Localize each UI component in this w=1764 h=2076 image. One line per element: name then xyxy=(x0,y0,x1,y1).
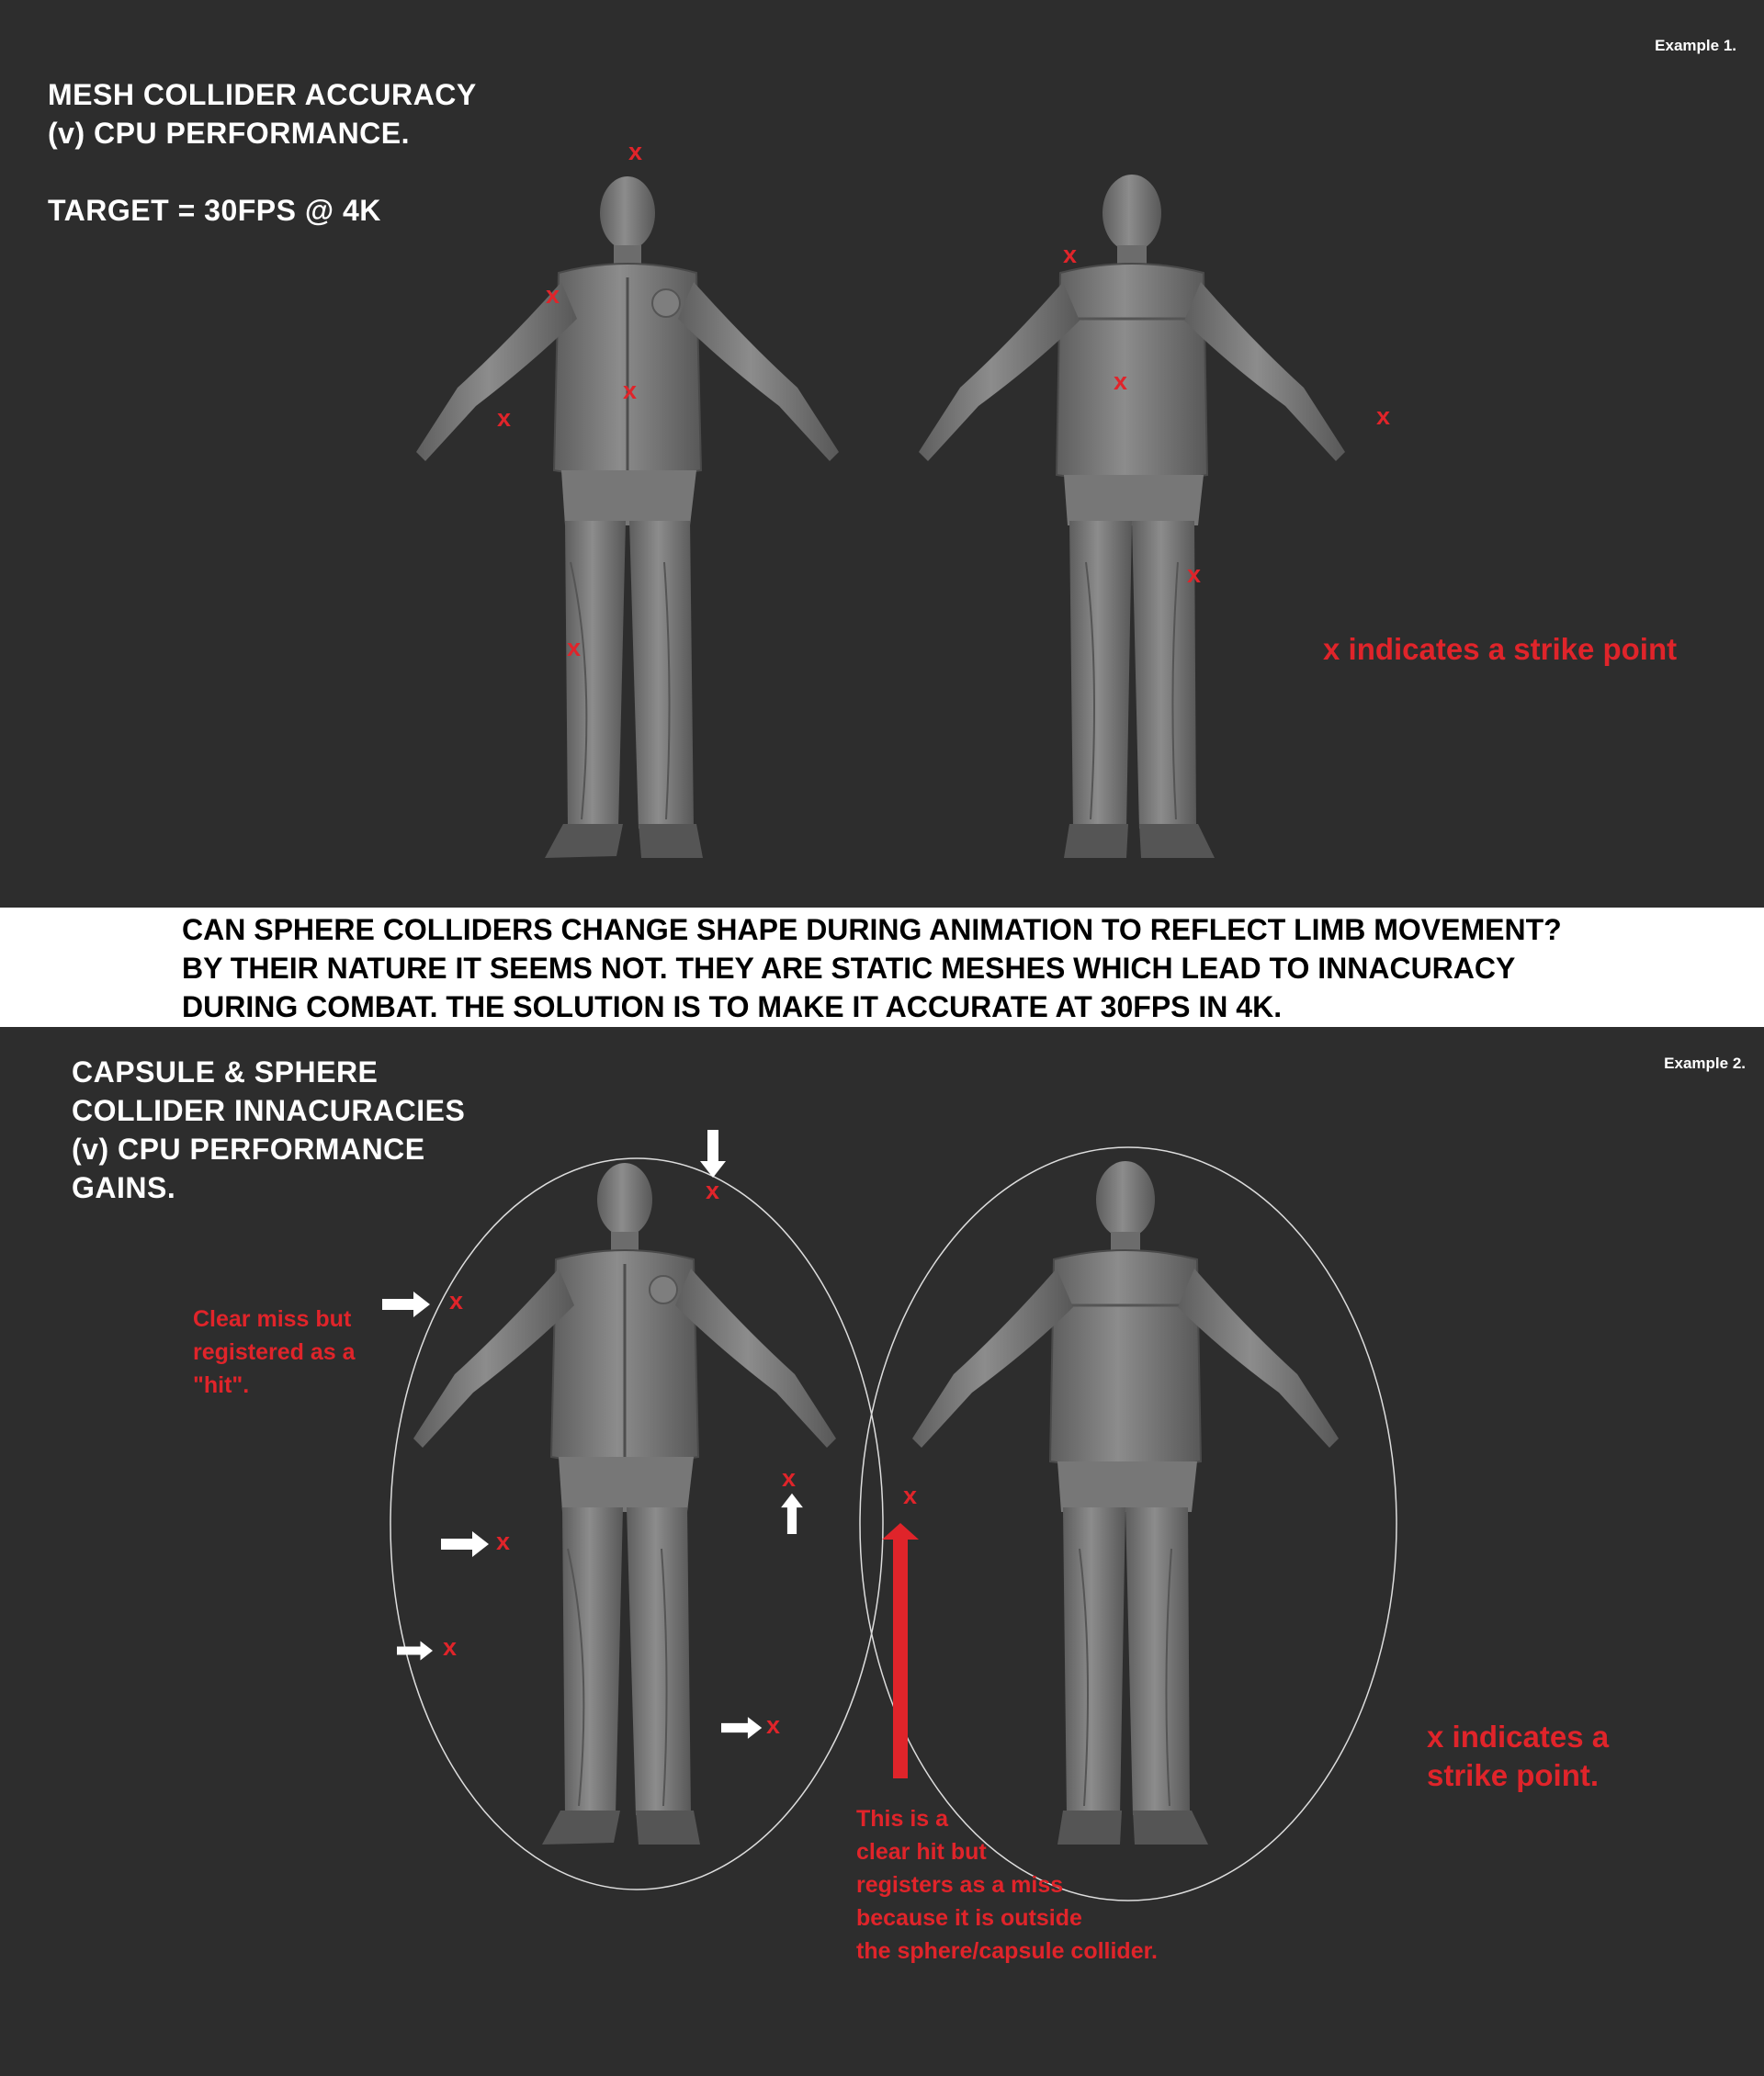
band-line-1: CAN SPHERE COLLIDERS CHANGE SHAPE DURING ANIMATION TO REFLECT LIMB MOVEMENT? xyxy=(182,913,1562,946)
strike-x-icon: x xyxy=(1063,241,1078,268)
character-back-figure xyxy=(902,158,1362,884)
character-front-figure xyxy=(398,158,857,884)
example1-title: MESH COLLIDER ACCURACY (v) CPU PERFORMANCE. TARGET = 30FPS @ 4K xyxy=(48,78,477,227)
strike-x-icon: x xyxy=(1187,560,1202,588)
clear-miss-note: Clear miss but registered as a "hit". xyxy=(193,1306,356,1398)
example2-panel xyxy=(0,1027,1764,2076)
strike-x-icon: x xyxy=(903,1482,918,1509)
band-line-2: BY THEIR NATURE IT SEEMS NOT. THEY ARE STATIC MESHES WHICH LEAD TO INNACURACY xyxy=(182,952,1516,985)
strike-x-icon: x xyxy=(1376,402,1391,430)
strike-x-icon: x xyxy=(449,1287,464,1314)
band-text xyxy=(182,910,1744,1026)
red-arrow-icon xyxy=(882,1523,919,1778)
strike-x-icon: x xyxy=(623,377,638,404)
white-arrow-icon xyxy=(721,1717,762,1739)
example2-label: Example 2. xyxy=(1664,1055,1746,1072)
clear-hit-note: This is a clear hit but registers as a miss because it is outside the sphere/capsule collider. xyxy=(856,1806,1158,1964)
strike-x-icon: x xyxy=(443,1633,458,1661)
question-band xyxy=(0,908,1764,1027)
strike-point-legend: x indicates a strike point. xyxy=(1427,1720,1610,1792)
white-arrow-icon xyxy=(781,1494,803,1534)
band-line-3: DURING COMBAT. THE SOLUTION IS TO MAKE IT ACCURATE AT 30FPS IN 4K. xyxy=(182,990,1283,1023)
example1-panel xyxy=(0,0,1764,908)
example1-label: Example 1. xyxy=(1655,37,1736,54)
strike-x-icon: x xyxy=(706,1177,720,1204)
white-arrow-icon xyxy=(700,1130,726,1178)
strike-x-icon: x xyxy=(782,1464,797,1492)
strike-x-icon: x xyxy=(497,404,512,432)
strike-x-icon: x xyxy=(546,281,560,309)
strike-x-icon: x xyxy=(628,138,643,165)
strike-point-legend: x indicates a strike point xyxy=(1323,632,1678,666)
strike-x-icon: x xyxy=(766,1711,781,1739)
strike-x-icon: x xyxy=(567,634,582,661)
example2-title: CAPSULE & SPHERE COLLIDER INNACURACIES (v) CPU PERFORMANCE GAINS. xyxy=(72,1055,466,1204)
strike-x-icon: x xyxy=(496,1528,511,1555)
strike-x-icon: x xyxy=(1114,367,1128,395)
white-arrow-icon xyxy=(441,1531,489,1557)
white-arrow-icon xyxy=(382,1292,430,1317)
white-arrow-icon xyxy=(397,1642,433,1661)
